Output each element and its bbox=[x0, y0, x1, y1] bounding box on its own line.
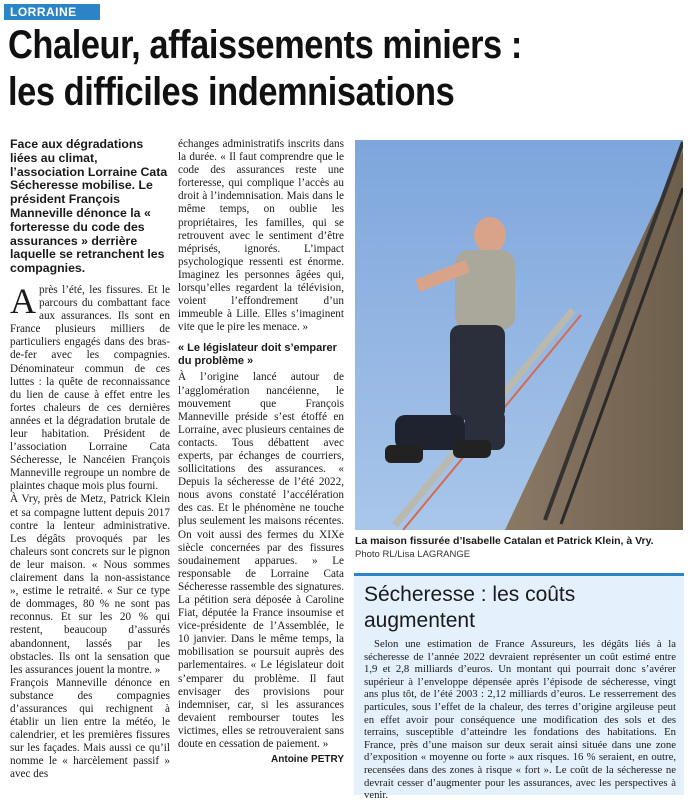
sidebar-title: Sécheresse : les coûts augmentent bbox=[364, 583, 576, 632]
paragraph-1-text: près l’été, les fissures. Et le parcours du combattant face aux assurances. Ils sont en France plusieurs milliers de particuliers engagés dans des bras-de-fer avec les compagnies. Dénominateur commun de ces luttes : la quête de reconnaissance du lien de cause à effet entre les fortes chaleurs de ces dernières années et la dégradation brutale de leur habitation. Président de l’association Lorraine Cata Sécheresse, le Nancéien François Manneville regroupe un nombre de plaintes chaque mois plus fourni. bbox=[10, 283, 170, 493]
article-paragraph: À Vry, près de Metz, Patrick Klein et sa compagne luttent depuis 2017 contre la lenteur administrative. Les dégâts provoqués par les chaleurs sont concrets sur le pignon de leur maison. « Nous sommes clairement dans la non-assistance », estime le retraité. « Sur ce type de dommages, 80 % ne sont pas reconnus. Et sur les 20 % qui restent, beaucoup d’assurés abandonnent, lassés par les obstacles. Ils ont la sensation que les assurances jouent la montre. » bbox=[10, 493, 171, 676]
article-chapo: Face aux dégradations liées au climat, l’association Lorraine Cata Sécheresse mobilise. Le président François Manneville dénonce la « forteresse du code des assurances » derrière laquelle se retranchent les compagnies. bbox=[10, 137, 168, 276]
article-paragraph bbox=[10, 280, 170, 494]
sidebar-box bbox=[354, 573, 684, 802]
headline bbox=[8, 22, 687, 116]
article-column-2 bbox=[178, 138, 344, 766]
article-paragraph: François Manneville dénonce en substance des compagnies d’assurances qui rechignent à établir un lien entre la météo, le calendrier, et les premières fissures sur les façades. Mais aussi ce qu’il nomme le « harcèlement passif » avec des bbox=[10, 676, 170, 781]
photo-caption: La maison fissurée d’Isabelle Catalan et Patrick Klein, à Vry. bbox=[355, 535, 654, 547]
section-tag: LORRAINE bbox=[4, 4, 100, 20]
photo-illustration bbox=[355, 140, 683, 530]
article-paragraph: À l’origine lancé autour de l’agglomération nancéienne, le mouvement que François Manneville préside s’est étoffé en Lorraine, avec plusieurs centaines de contacts. Tous débattent avec experts, par échanges de courriers, sollicitations des assurances. « Depuis la sécheresse de l’été 2022, nous avons constaté l’accélération des cas. Et le phénomène ne touche plus seulement les maisons récentes. On voit aussi des fermes du XIXe siècle concernées par des fissures soudainement apparues. » Le responsable de Lorraine Cata Sécheresse rassemble des signatures. La pétition sera déposée à Caroline Fiat, députée la France insoumise et vice-présidente de l’Assemblée, le 10 janvier. Dans le même temps, la mobilisation se poursuit auprès des parlementaires. « Le législateur doit s’emparer du problème. Il faut envisager des provisions pour indemniser, car, si les assurances devaient rembourser toutes les victimes, elles se retrouveraient sans doute en cessation de paiement. » bbox=[178, 371, 344, 751]
headline-line-2: les difficiles indemnisations bbox=[8, 70, 455, 114]
drop-cap: A bbox=[10, 280, 36, 321]
article-paragraph: échanges administratifs inscrits dans la durée. « Il faut comprendre que le code des assurances reste une forteresse, qui complique l’accès au droit à l’indemnisation. Mais dans le même temps, on oublie les propriétaires, les familles, qui se retrouvent avec le sentiment d’être méprisés, ignorés. L’impact psychologique ressenti est énorme. Imaginez les personnes âgées qui, lorsqu’elles regardent la télévision, voient l’effondrement d’un immeuble à Lille. Elles s’imaginent vite que le pire les menace. » bbox=[178, 138, 344, 334]
article-photo bbox=[355, 140, 683, 530]
byline: Antoine PETRY bbox=[271, 754, 344, 766]
article-subhead: « Le législateur doit s’emparer du problème » bbox=[178, 342, 337, 368]
article-column-1 bbox=[10, 138, 170, 782]
photo-credit: Photo RL/Lisa LAGRANGE bbox=[355, 549, 471, 560]
headline-line-1: Chaleur, affaissements miniers : bbox=[8, 23, 522, 67]
sidebar-body: Selon une estimation de France Assureurs, les dégâts liés à la sécheresse de l’année 2022 devraient représenter un coût estimé entre 1,9 et 2,8 milliards d’euros. Un montant qui pourrait donc s’avérer supérieur à l’enveloppe dépensée après l’épisode de sécheresse, vingt ans plus tôt, de l’été 2003 : 2,12 milliards d’euros. Le resserrement des particules, sous l’effet de la chaleur, des terres d’origine argileuse peut en effet avoir pour conséquence une modification des sols et des terrains, susceptible d’atteindre les fondations des habitations. En France, près d’une maison sur deux serait ainsi située dans une zone d’exposition « moyenne ou forte » aux risques. 16 % seraient, en outre, recensées dans des zones à risque « fort ». Le coût de la sécheresse ne devrait cesser d’augmenter pour les assurances, avec les perspectives à venir. bbox=[364, 638, 676, 802]
